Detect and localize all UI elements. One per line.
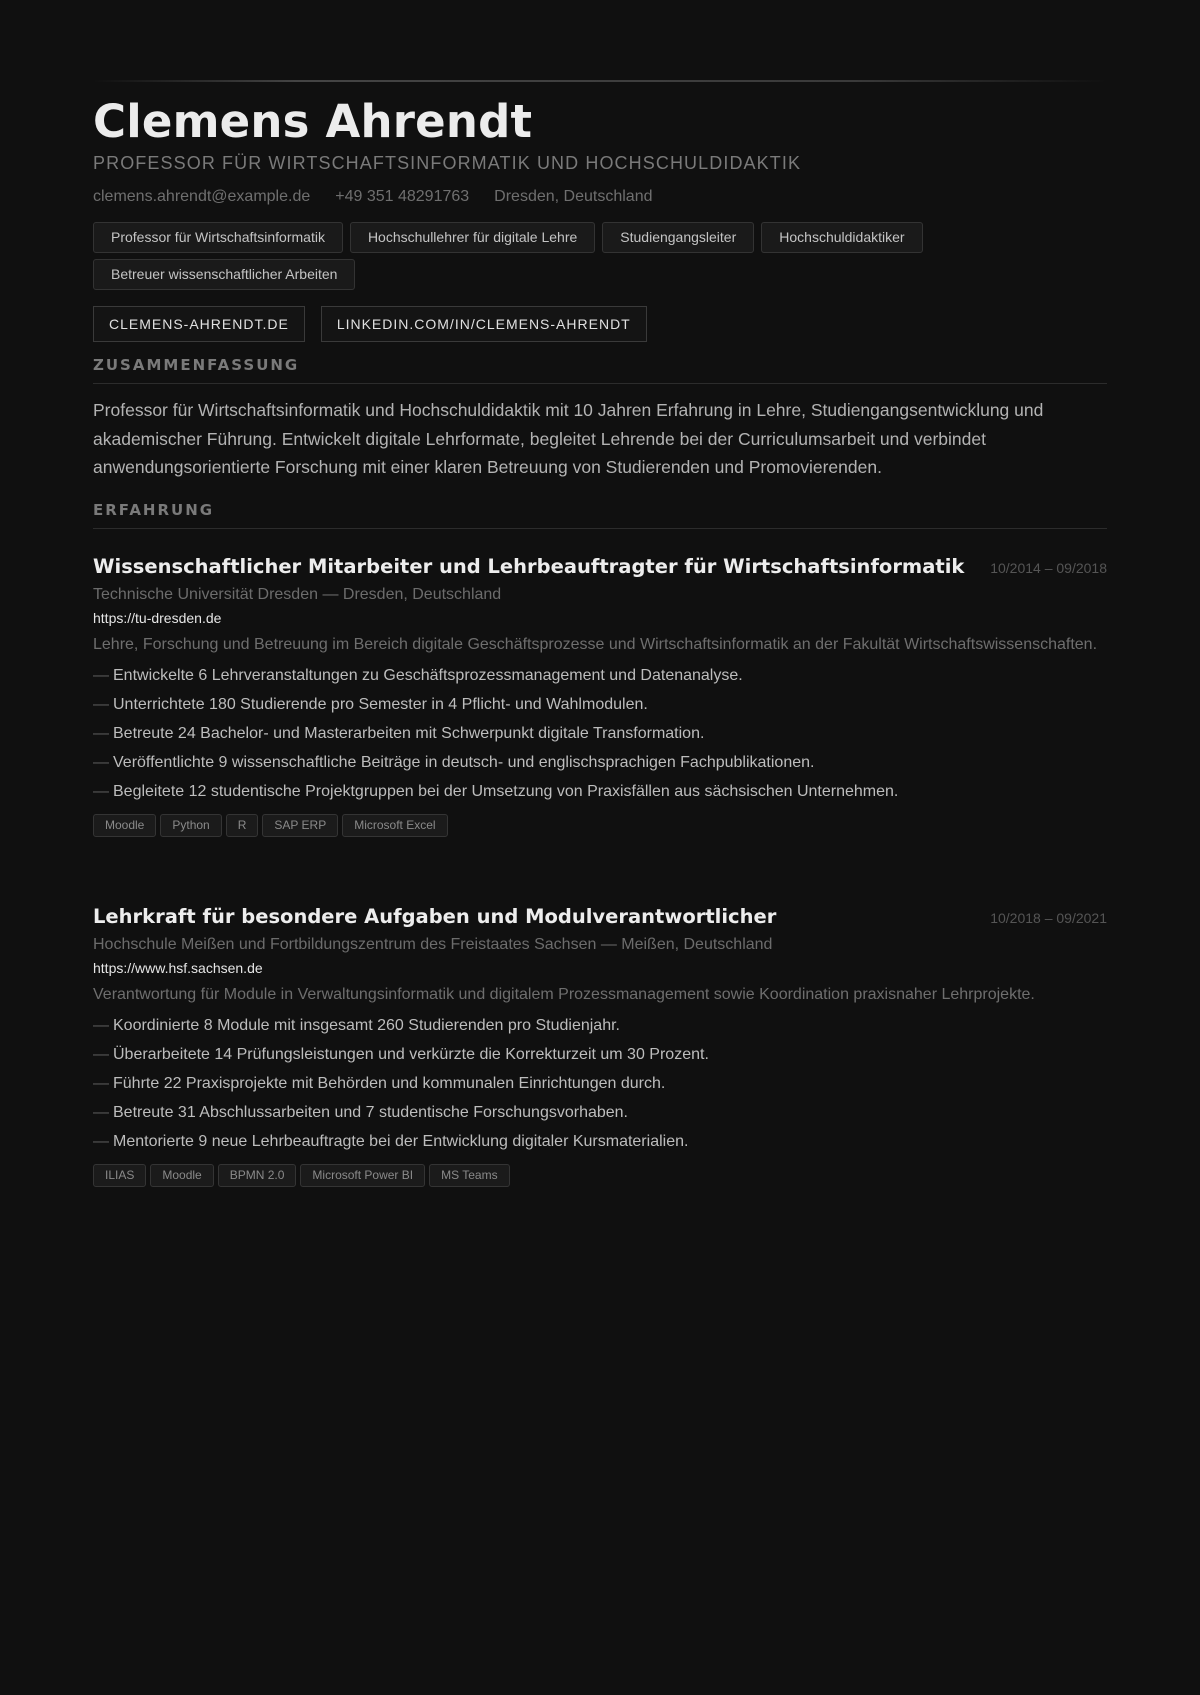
- email[interactable]: clemens.ahrendt@example.de: [93, 188, 311, 205]
- job-title: Lehrkraft für besondere Aufgaben und Modulverantwortlicher: [93, 905, 777, 928]
- job-header: [93, 905, 1107, 928]
- bullet-item: — Entwickelte 6 Lehrveranstaltungen zu Geschäftsprozessmanagement und Datenanalyse.: [93, 667, 743, 684]
- location: Dresden, Deutschland: [494, 188, 653, 205]
- role-chips: [93, 222, 1107, 290]
- job-entry: [93, 905, 1107, 1187]
- person-name: Clemens Ahrendt: [93, 95, 533, 148]
- top-divider: [93, 80, 1107, 82]
- role-chip: Professor für Wirtschaftsinformatik: [93, 222, 343, 253]
- experience-heading: ERFAHRUNG: [93, 501, 1107, 529]
- skill-tag: Moodle: [93, 814, 156, 837]
- job-entry: [93, 555, 1107, 837]
- role-chip: Hochschuldidaktiker: [761, 222, 922, 253]
- summary-heading: ZUSAMMENFASSUNG: [93, 356, 1107, 384]
- job-date: 10/2018 – 09/2021: [990, 910, 1107, 926]
- bullet-item: — Koordinierte 8 Module mit insgesamt 260 Studierenden pro Studienjahr.: [93, 1017, 620, 1034]
- job-description: Verantwortung für Module in Verwaltungsinformatik und digitalem Prozessmanagement sowie Koordination praxisnaher Lehrprojekte.: [93, 986, 1035, 1003]
- summary-text: Professor für Wirtschaftsinformatik und Hochschuldidaktik mit 10 Jahren Erfahrung in Lehre, Studiengangsentwicklung und akademischer Führung. Entwickelt digitale Lehrformate, begleitet Lehrende bei der Curriculumsarbeit und verbindet anwendungsorientierte Forschung mit einer klaren Betreuung von Studierenden und Promovierenden.: [93, 400, 1044, 477]
- bullet-item: — Überarbeitete 14 Prüfungsleistungen und verkürzte die Korrekturzeit um 30 Prozent.: [93, 1046, 709, 1063]
- skill-tag: R: [226, 814, 259, 837]
- bullet-item: — Unterrichtete 180 Studierende pro Semester in 4 Pflicht- und Wahlmodulen.: [93, 696, 648, 713]
- skill-tags: [93, 1164, 1107, 1187]
- skill-tag: Microsoft Excel: [342, 814, 447, 837]
- job-header: [93, 555, 1107, 578]
- role-chip: Betreuer wissenschaftlicher Arbeiten: [93, 259, 355, 290]
- headline: PROFESSOR FÜR WIRTSCHAFTSINFORMATIK UND HOCHSCHULDIDAKTIK: [93, 153, 802, 173]
- contact-line: [93, 188, 652, 206]
- skill-tag: Python: [160, 814, 221, 837]
- role-chip: Hochschullehrer für digitale Lehre: [350, 222, 595, 253]
- job-description: Lehre, Forschung und Betreuung im Bereich digitale Geschäftsprozesse und Wirtschaftsinformatik an der Fakultät Wirtschaftswissenschaften.: [93, 636, 1098, 653]
- bullet-item: — Veröffentlichte 9 wissenschaftliche Beiträge in deutsch- und englischsprachigen Fachpublikationen.: [93, 754, 815, 771]
- skill-tag: ILIAS: [93, 1164, 146, 1187]
- skill-tag: MS Teams: [429, 1164, 509, 1187]
- skill-tag: Microsoft Power BI: [300, 1164, 425, 1187]
- phone[interactable]: +49 351 48291763: [335, 188, 470, 205]
- job-date: 10/2014 – 09/2018: [990, 560, 1107, 576]
- job-url[interactable]: https://tu-dresden.de: [93, 610, 222, 626]
- skill-tags: [93, 814, 1107, 837]
- job-bullets: [93, 661, 1107, 806]
- job-url[interactable]: https://www.hsf.sachsen.de: [93, 960, 263, 976]
- profile-links: [93, 306, 647, 342]
- skill-tag: SAP ERP: [262, 814, 338, 837]
- bullet-item: — Begleitete 12 studentische Projektgruppen bei der Umsetzung von Praxisfällen aus sächsischen Unternehmen.: [93, 783, 899, 800]
- bullet-item: — Betreute 31 Abschlussarbeiten und 7 studentische Forschungsvorhaben.: [93, 1104, 628, 1121]
- bullet-item: — Betreute 24 Bachelor- und Masterarbeiten mit Schwerpunkt digitale Transformation.: [93, 725, 705, 742]
- bullet-item: — Mentorierte 9 neue Lehrbeauftragte bei der Entwicklung digitaler Kursmaterialien.: [93, 1133, 689, 1150]
- linkedin-link[interactable]: LINKEDIN.COM/IN/CLEMENS-AHRENDT: [321, 306, 647, 342]
- skill-tag: BPMN 2.0: [218, 1164, 297, 1187]
- job-title: Wissenschaftlicher Mitarbeiter und Lehrbeauftragter für Wirtschaftsinformatik: [93, 555, 965, 578]
- job-organization: Hochschule Meißen und Fortbildungszentrum des Freistaates Sachsen — Meißen, Deutschland: [93, 936, 773, 953]
- job-bullets: [93, 1011, 1107, 1156]
- role-chip: Studiengangsleiter: [602, 222, 754, 253]
- bullet-item: — Führte 22 Praxisprojekte mit Behörden und kommunalen Einrichtungen durch.: [93, 1075, 666, 1092]
- job-organization: Technische Universität Dresden — Dresden, Deutschland: [93, 586, 502, 603]
- website-link[interactable]: CLEMENS-AHRENDT.DE: [93, 306, 305, 342]
- skill-tag: Moodle: [150, 1164, 213, 1187]
